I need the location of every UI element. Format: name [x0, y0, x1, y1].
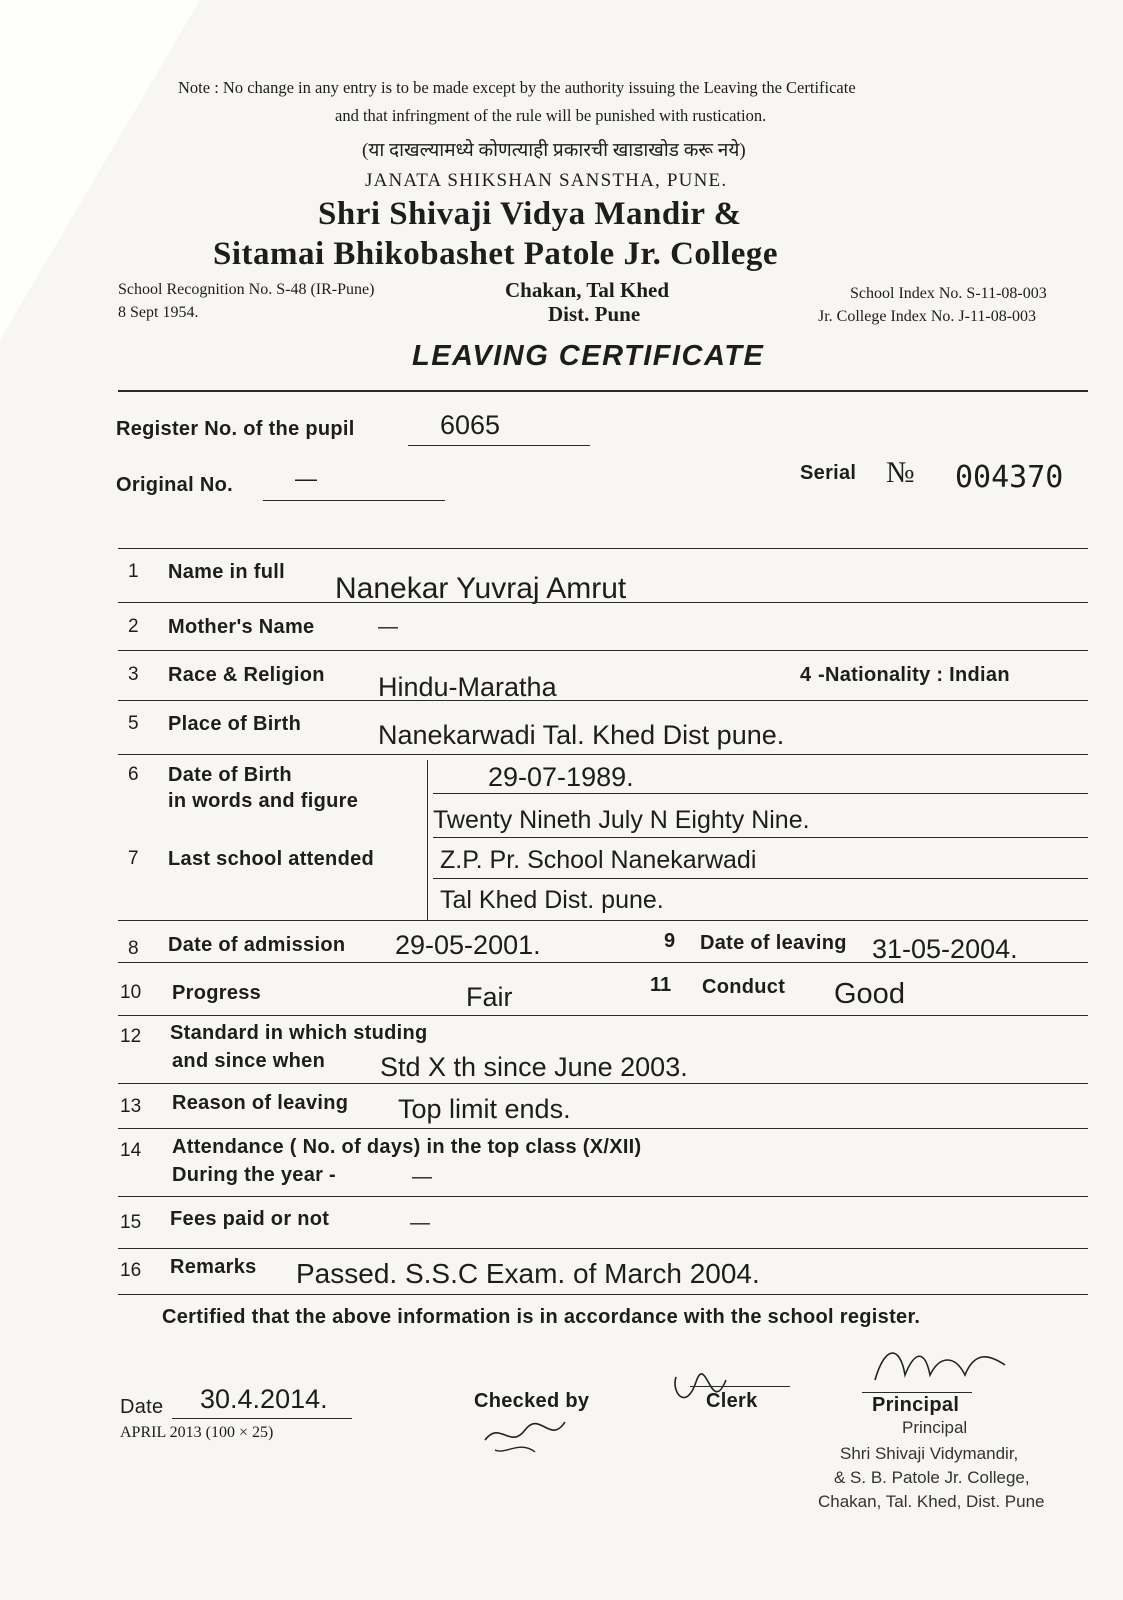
principal-label: Principal [872, 1394, 960, 1416]
fees-value: — [410, 1212, 430, 1234]
conduct-value: Good [834, 978, 905, 1010]
stamp-title: Principal [902, 1418, 968, 1437]
original-value: — [295, 466, 317, 491]
field-16-number: 16 [120, 1260, 142, 1281]
register-underline [408, 445, 590, 446]
dob-figure-value: 29-07-1989. [488, 762, 634, 792]
last-school-value-line-1: Z.P. Pr. School Nanekarwadi [440, 846, 757, 874]
field-16-underline [118, 1294, 1088, 1295]
header-divider [118, 390, 1088, 392]
dob-words-underline [433, 837, 1088, 838]
school-name-line-1: Shri Shivaji Vidya Mandir & [318, 196, 742, 232]
school-index: School Index No. S-11-08-003 [850, 285, 1047, 302]
recognition-line-2: 8 Sept 1954. [118, 304, 199, 321]
dob-words-value: Twenty Nineth July N Eighty Nine. [433, 806, 810, 834]
dob-label-line-1: Date of Birth [168, 764, 292, 786]
leaving-date-value: 31-05-2004. [872, 934, 1018, 964]
field-8-label: Date of admission [168, 934, 346, 956]
certification-statement: Certified that the above information is in accordance with the school register. [162, 1306, 921, 1328]
field-15-underline [118, 1248, 1088, 1249]
field-5-underline [118, 754, 1088, 755]
field-15-label: Fees paid or not [170, 1208, 330, 1230]
race-religion-value: Hindu-Maratha [378, 672, 557, 702]
marathi-note: (या दाखल्यामध्ये कोणत्याही प्रकारची खाडाखोड करू नये) [362, 140, 746, 161]
field-4-number: 4 [800, 664, 812, 686]
field-6-number: 6 [128, 764, 139, 785]
last-school-underline-1 [433, 878, 1088, 879]
note-line-1: Note : No change in any entry is to be made except by the authority issuing the Leaving the Certificate [178, 78, 856, 97]
field-13-label: Reason of leaving [172, 1092, 349, 1114]
note-line-2: and that infringment of the rule will be punished with rustication. [335, 106, 767, 125]
attendance-label-line-1: Attendance ( No. of days) in the top class (X/XII) [172, 1136, 642, 1158]
place-of-birth-value: Nanekarwadi Tal. Khed Dist pune. [378, 720, 785, 750]
field-16-label: Remarks [170, 1256, 257, 1278]
field-3-number: 3 [128, 664, 139, 685]
field-6-7-divider [427, 760, 428, 920]
field-1-underline [118, 602, 1088, 603]
attendance-value: — [412, 1166, 432, 1188]
date-value: 30.4.2014. [200, 1384, 328, 1414]
certificate-title: LEAVING CERTIFICATE [412, 340, 765, 372]
field-5-label: Place of Birth [168, 713, 302, 735]
field-14-underline [118, 1196, 1088, 1197]
stamp-line-3: & S. B. Patole Jr. College, [834, 1468, 1030, 1487]
field-9-label: Date of leaving [700, 932, 847, 954]
field-7-label: Last school attended [168, 848, 375, 870]
print-info: APRIL 2013 (100 × 25) [120, 1424, 274, 1441]
stamp-line-4: Chakan, Tal. Khed, Dist. Pune [818, 1492, 1045, 1511]
recognition-line-1: School Recognition No. S-48 (IR-Pune) [118, 281, 375, 298]
field-3-underline [118, 700, 1088, 701]
serial-number: 004370 [955, 460, 1064, 495]
standard-label-line-1: Standard in which studing [170, 1022, 428, 1044]
dob-figure-underline [433, 793, 1088, 794]
place-line-1: Chakan, Tal Khed [505, 278, 670, 302]
field-2-number: 2 [128, 616, 139, 637]
field-10-underline [118, 1015, 1088, 1016]
register-value: 6065 [440, 410, 501, 440]
field-3-label: Race & Religion [168, 664, 325, 686]
field-11-number: 11 [650, 974, 672, 996]
clerk-line [690, 1386, 790, 1387]
register-divider [118, 548, 1088, 549]
original-label: Original No. [116, 474, 233, 496]
clerk-label: Clerk [706, 1390, 758, 1412]
field-2-underline [118, 650, 1088, 651]
field-10-number: 10 [120, 982, 142, 1003]
remarks-value: Passed. S.S.C Exam. of March 2004. [296, 1258, 760, 1289]
field-5-number: 5 [128, 713, 139, 734]
field-12-number: 12 [120, 1026, 142, 1047]
field-12-underline [118, 1083, 1088, 1084]
field-15-number: 15 [120, 1212, 142, 1233]
reason-value: Top limit ends. [398, 1094, 571, 1124]
date-underline [172, 1418, 352, 1419]
checked-by-label: Checked by [474, 1390, 590, 1412]
field-13-underline [118, 1128, 1088, 1129]
field-11-label: Conduct [702, 976, 786, 998]
field-2-label: Mother's Name [168, 616, 315, 638]
stamp-line-2: Shri Shivaji Vidymandir, [840, 1444, 1019, 1463]
place-line-2: Dist. Pune [548, 302, 641, 326]
name-value: Nanekar Yuvraj Amrut [335, 572, 627, 605]
standard-label-line-2: and since when [172, 1050, 326, 1072]
register-label: Register No. of the pupil [116, 418, 355, 440]
attendance-label-line-2: During the year - [172, 1164, 337, 1186]
field-13-number: 13 [120, 1096, 142, 1117]
principal-signature [870, 1340, 1010, 1400]
mother-name-value: — [378, 616, 398, 638]
field-1-number: 1 [128, 561, 139, 582]
standard-value: Std X th since June 2003. [380, 1052, 688, 1082]
principal-line [862, 1392, 972, 1393]
progress-value: Fair [466, 982, 513, 1012]
field-8-number: 8 [128, 938, 139, 959]
date-label: Date [120, 1396, 164, 1418]
college-index: Jr. College Index No. J-11-08-003 [818, 308, 1037, 325]
field-1-label: Name in full [168, 561, 285, 583]
dob-label-line-2: in words and figure [168, 790, 359, 812]
serial-label: Serial [800, 462, 857, 484]
field-9-number: 9 [664, 930, 676, 952]
checked-by-signature [480, 1410, 570, 1460]
field-7-number: 7 [128, 848, 139, 869]
last-school-value-line-2: Tal Khed Dist. pune. [440, 886, 664, 914]
original-underline [263, 500, 445, 501]
admission-date-value: 29-05-2001. [395, 930, 541, 960]
serial-symbol: № [886, 456, 915, 489]
school-name-line-2: Sitamai Bhikobashet Patole Jr. College [213, 236, 779, 272]
nationality-label: -Nationality : Indian [818, 664, 1010, 686]
field-10-label: Progress [172, 982, 262, 1004]
field-14-number: 14 [120, 1140, 142, 1161]
sanstha-name: JANATA SHIKSHAN SANSTHA, PUNE. [365, 170, 728, 191]
field-8-underline [118, 962, 1088, 963]
field-7-underline [118, 920, 1088, 921]
